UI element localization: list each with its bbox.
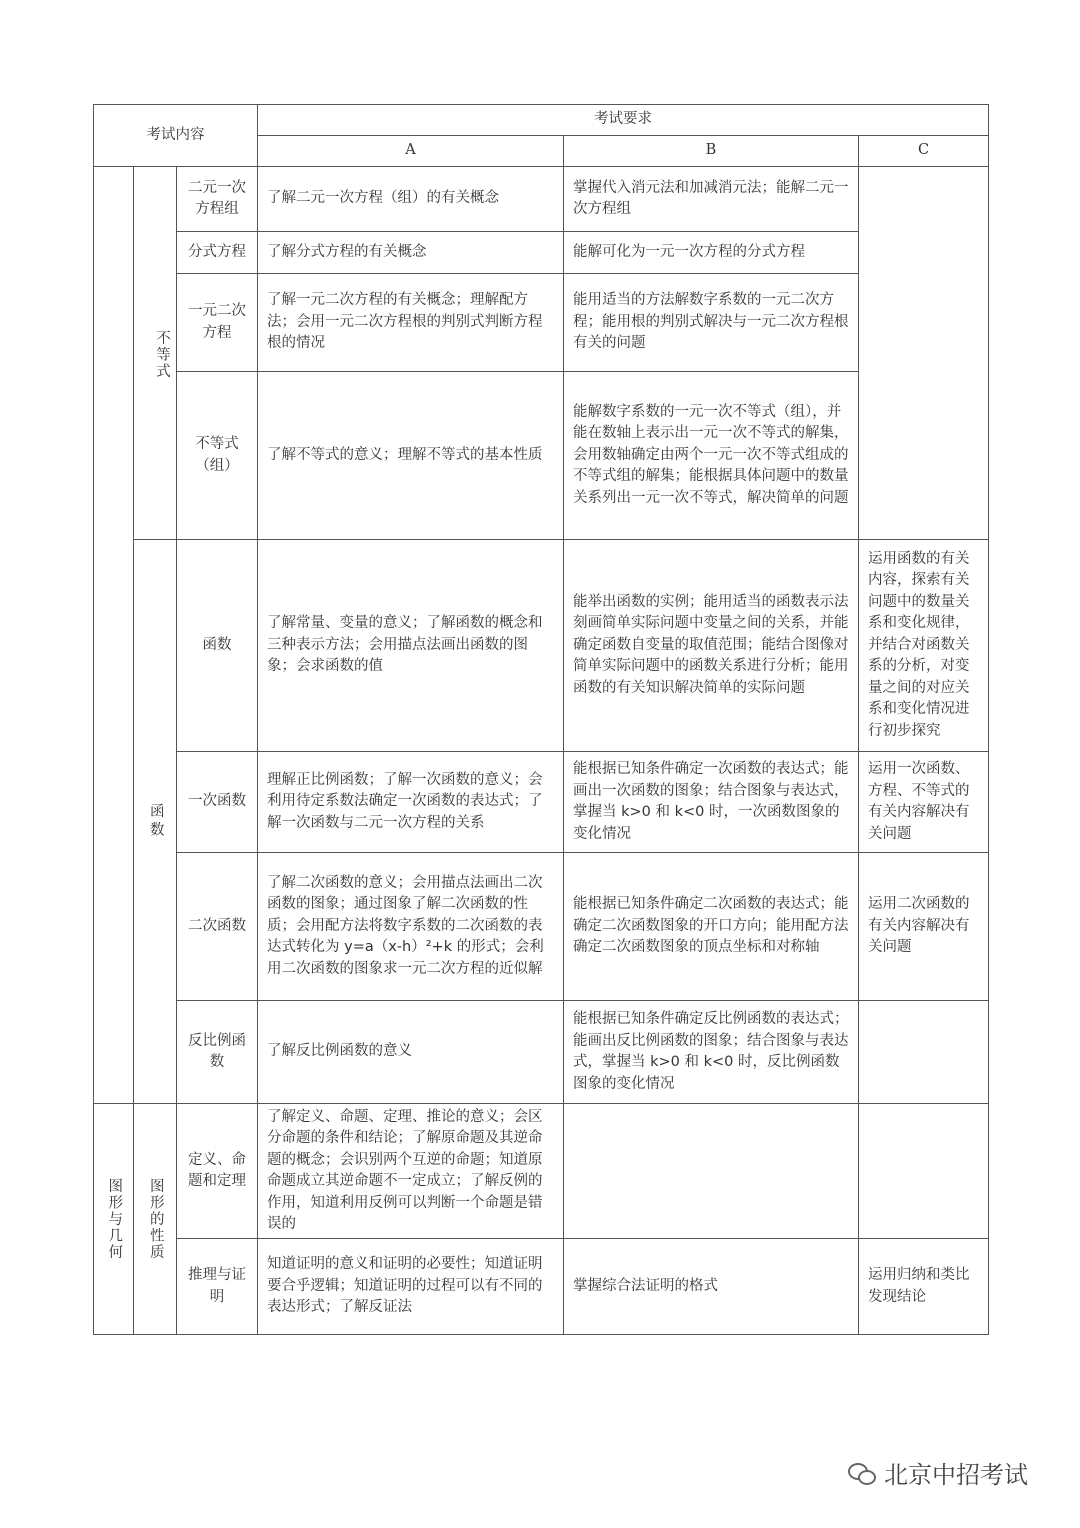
req-b: 掌握综合法证明的格式 — [564, 1239, 859, 1335]
footer-brand-text: 北京中招考试 — [884, 1461, 1028, 1489]
req-b: 能解数字系数的一元一次不等式（组），并能在数轴上表示出一元一次不等式的解集，会用数轴确定由两个一元一次不等式组成的不等式组的解集；能根据具体问题中的数量关系列出一元一次不等式，解决简单的问题 — [564, 372, 859, 540]
topic: 定义、命题和定理 — [177, 1104, 258, 1239]
req-b: 能用适当的方法解数字系数的一元二次方程；能用根的判别式解决与一元二次方程根有关的问题 — [564, 274, 859, 372]
group-algebra — [94, 167, 134, 1104]
req-b: 能根据已知条件确定反比例函数的表达式；能画出反比例函数的图象；结合图象与表达式，掌握当 k>0 和 k<0 时，反比例函数图象的变化情况 — [564, 1001, 859, 1104]
subgroup-inequality: 不等式 — [134, 167, 177, 540]
req-b: 能根据已知条件确定二次函数的表达式；能确定二次函数图象的开口方向；能用配方法确定二次函数图象的顶点坐标和对称轴 — [564, 853, 859, 1001]
req-c: 运用二次函数的有关内容解决有关问题 — [859, 853, 989, 1001]
req-a: 了解不等式的意义；理解不等式的基本性质 — [258, 372, 564, 540]
req-c: 运用函数的有关内容，探索有关问题中的数量关系和变化规律，并结合对函数关系的分析，对变量之间的对应关系和变化情况进行初步探究 — [859, 540, 989, 752]
req-a: 了解一元二次方程的有关概念；理解配方法；会用一元二次方程根的判别式判断方程根的情况 — [258, 274, 564, 372]
req-b: 能举出函数的实例；能用适当的函数表示法刻画简单实际问题中变量之间的关系，并能确定函数自变量的取值范围；能结合图像对简单实际问题中的函数关系进行分析；能用函数的有关知识解决简单的实际问题 — [564, 540, 859, 752]
topic: 分式方程 — [177, 232, 258, 274]
req-a: 了解二元一次方程（组）的有关概念 — [258, 167, 564, 232]
header-col-b: B — [564, 136, 859, 167]
req-a: 了解定义、命题、定理、推论的意义；会区分命题的条件和结论；了解原命题及其逆命题的概念；会识别两个互逆的命题；知道原命题成立其逆命题不一定成立；了解反例的作用，知道利用反例可以判断一个命题是错误的 — [258, 1104, 564, 1239]
req-a: 了解二次函数的意义；会用描点法画出二次函数的图象；通过图象了解二次函数的性质；会用配方法将数字系数的二次函数的表达式转化为 y=a（x-h）²+k 的形式；会利用二次函数的图象求一元二次方程的近似解 — [258, 853, 564, 1001]
topic: 不等式（组） — [177, 372, 258, 540]
group-geometry: 图形与几何 — [94, 1104, 134, 1335]
subgroup-function: 函数 — [134, 540, 177, 1104]
exam-requirements-table — [93, 104, 989, 1335]
req-c — [859, 1001, 989, 1104]
topic: 一次函数 — [177, 752, 258, 853]
req-b: 掌握代入消元法和加减消元法；能解二元一次方程组 — [564, 167, 859, 232]
req-a: 了解常量、变量的意义；了解函数的概念和三种表示方法；会用描点法画出函数的图象；会求函数的值 — [258, 540, 564, 752]
header-content: 考试内容 — [94, 105, 258, 167]
req-b: 能解可化为一元一次方程的分式方程 — [564, 232, 859, 274]
req-a: 了解分式方程的有关概念 — [258, 232, 564, 274]
topic: 反比例函数 — [177, 1001, 258, 1104]
topic: 二次函数 — [177, 853, 258, 1001]
req-b — [564, 1104, 859, 1239]
req-b: 能根据已知条件确定一次函数的表达式；能画出一次函数的图象；结合图象与表达式，掌握当 k>0 和 k<0 时，一次函数图象的变化情况 — [564, 752, 859, 853]
req-c — [859, 1104, 989, 1239]
req-c — [859, 167, 989, 540]
req-a: 理解正比例函数；了解一次函数的意义；会利用待定系数法确定一次函数的表达式；了解一次函数与二元一次方程的关系 — [258, 752, 564, 853]
topic: 二元一次方程组 — [177, 167, 258, 232]
req-a: 了解反比例函数的意义 — [258, 1001, 564, 1104]
header-col-a: A — [258, 136, 564, 167]
wechat-icon — [848, 1461, 878, 1485]
topic: 一元二次方程 — [177, 274, 258, 372]
req-a: 知道证明的意义和证明的必要性；知道证明要合乎逻辑；知道证明的过程可以有不同的表达形式；了解反证法 — [258, 1239, 564, 1335]
footer-brand — [848, 1455, 1028, 1490]
req-c: 运用归纳和类比发现结论 — [859, 1239, 989, 1335]
header-requirements: 考试要求 — [258, 105, 989, 136]
topic: 函数 — [177, 540, 258, 752]
header-col-c: C — [859, 136, 989, 167]
topic: 推理与证明 — [177, 1239, 258, 1335]
req-c: 运用一次函数、方程、不等式的有关内容解决有关问题 — [859, 752, 989, 853]
subgroup-geometry-properties: 图形的性质 — [134, 1104, 177, 1335]
